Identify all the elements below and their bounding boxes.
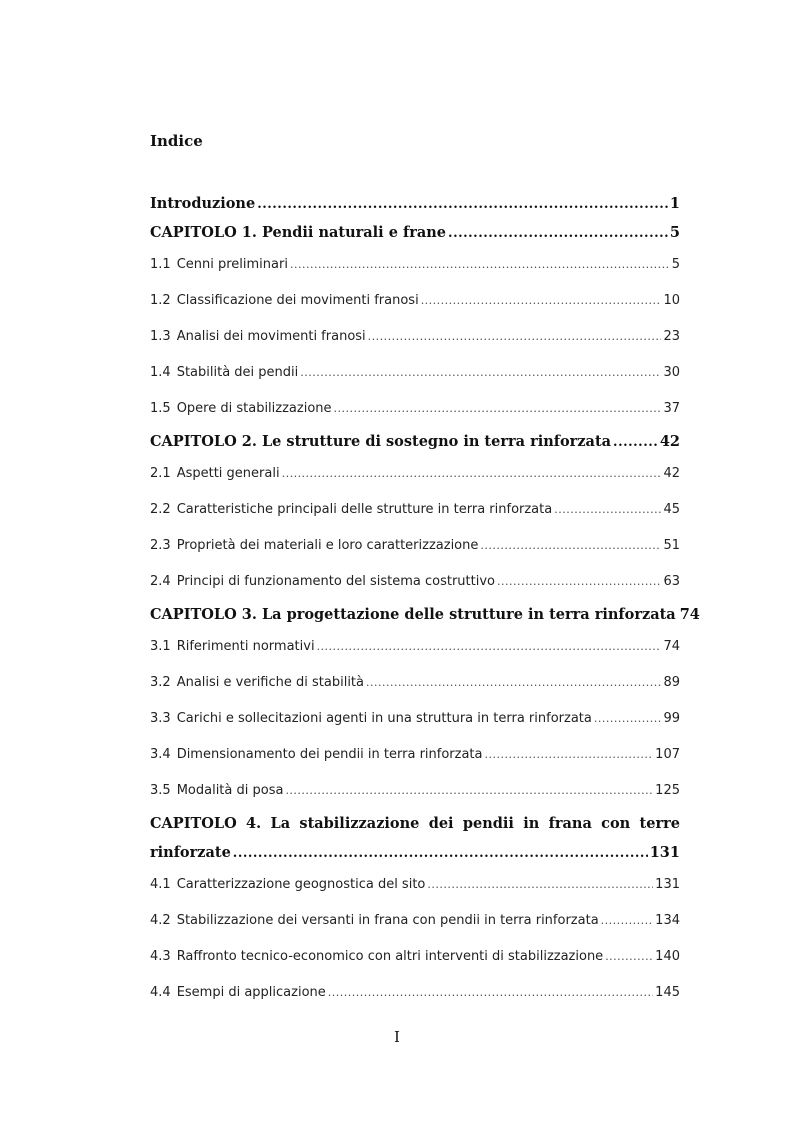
entry-label: Dimensionamento dei pendii in terra rinforzata — [176, 747, 483, 762]
leader-dots — [427, 867, 653, 903]
leader-dots — [334, 391, 662, 427]
section-number: 1.5 — [150, 401, 171, 416]
toc-entry-chapter[interactable] — [150, 600, 700, 629]
section-number: 4.2 — [150, 913, 171, 928]
toc-entry-section[interactable] — [150, 773, 680, 809]
page-number: 30 — [663, 365, 680, 380]
leader-dots — [290, 247, 670, 283]
entry-label: Principi di funzionamento del sistema costruttivo — [176, 574, 495, 589]
page-number: 23 — [663, 329, 680, 344]
chapter-4-word: La — [270, 815, 291, 832]
page-number: 89 — [663, 675, 680, 690]
leader-dots — [554, 492, 661, 528]
chapter-4-word: dei — [428, 815, 454, 832]
toc-entry-section[interactable] — [150, 629, 680, 665]
section-number: 1.4 — [150, 365, 171, 380]
chapter-4-word: CAPITOLO — [150, 815, 237, 832]
section-number: 4.3 — [150, 949, 171, 964]
leader-dots — [480, 528, 661, 564]
toc-entry-section[interactable] — [150, 391, 680, 427]
chapter-4-word: stabilizzazione — [299, 815, 420, 832]
section-number: 2.2 — [150, 502, 171, 517]
entry-label: Caratterizzazione geognostica del sito — [176, 877, 426, 892]
section-number: 3.3 — [150, 711, 171, 726]
chapter-4-label-cont: rinforzate — [150, 844, 231, 861]
entry-label: Raffronto tecnico-economico con altri interventi di stabilizzazione — [176, 949, 604, 964]
chapter-4-word: 4. — [246, 815, 262, 832]
leader-dots — [282, 456, 662, 492]
entry-label: Analisi e verifiche di stabilità — [176, 675, 364, 690]
page-number: 131 — [655, 877, 680, 892]
chapter-4-title-line2 — [150, 838, 680, 867]
page-number: 42 — [659, 433, 680, 450]
page-number: 10 — [663, 293, 680, 308]
leader-dots — [368, 319, 662, 355]
toc-entry-section[interactable] — [150, 456, 680, 492]
page-number: 131 — [649, 844, 680, 861]
section-number: 2.3 — [150, 538, 171, 553]
entry-label: CAPITOLO 3. La progettazione delle strutture in terra rinforzata — [150, 606, 676, 623]
section-number: 1.3 — [150, 329, 171, 344]
section-number: 1.2 — [150, 293, 171, 308]
leader-dots — [366, 665, 661, 701]
chapter-4-word: in — [523, 815, 540, 832]
page-number: 63 — [663, 574, 680, 589]
chapter-4-word: con — [601, 815, 631, 832]
entry-label: Aspetti generali — [176, 466, 280, 481]
leader-dots — [601, 903, 654, 939]
leader-dots — [257, 190, 668, 219]
page-number: 145 — [655, 985, 680, 1000]
toc-entry-section[interactable] — [150, 903, 680, 939]
table-of-contents — [150, 189, 700, 1011]
chapter-4-word: pendii — [462, 815, 514, 832]
entry-label: Caratteristiche principali delle strutture in terra rinforzata — [176, 502, 553, 517]
leader-dots — [285, 773, 653, 809]
toc-entry-section[interactable] — [150, 737, 680, 773]
toc-entry-section[interactable] — [150, 939, 680, 975]
page-number: 45 — [663, 502, 680, 517]
page-number: 74 — [679, 606, 700, 623]
toc-entry-section[interactable] — [150, 701, 680, 737]
toc-entry-section[interactable] — [150, 247, 680, 283]
entry-label: Classificazione dei movimenti franosi — [176, 293, 419, 308]
toc-entry-section[interactable] — [150, 283, 680, 319]
page-number: 107 — [655, 747, 680, 762]
page-number: 99 — [663, 711, 680, 726]
toc-entry-section[interactable] — [150, 492, 680, 528]
leader-dots — [613, 428, 658, 457]
toc-entry-chapter[interactable] — [150, 218, 680, 247]
toc-main-list — [150, 189, 700, 809]
leader-dots — [328, 975, 653, 1011]
page-number: 134 — [655, 913, 680, 928]
page-number: 1 — [669, 195, 680, 212]
entry-label: Stabilità dei pendii — [176, 365, 299, 380]
entry-label: Opere di stabilizzazione — [176, 401, 332, 416]
section-number: 1.1 — [150, 257, 171, 272]
page-title: Indice — [150, 132, 203, 150]
leader-dots — [300, 355, 661, 391]
toc-entry-chapter-4[interactable] — [150, 809, 680, 867]
toc-entry-section[interactable] — [150, 319, 680, 355]
entry-label: Carichi e sollecitazioni agenti in una struttura in terra rinforzata — [176, 711, 592, 726]
page-number: 5 — [671, 257, 680, 272]
section-number: 4.4 — [150, 985, 171, 1000]
section-number: 4.1 — [150, 877, 171, 892]
toc-chapter-4-sections — [150, 867, 680, 1011]
entry-label: Analisi dei movimenti franosi — [176, 329, 366, 344]
chapter-4-word: terre — [639, 815, 680, 832]
entry-label: Cenni preliminari — [176, 257, 288, 272]
page-number: 5 — [669, 224, 680, 241]
chapter-4-title-line — [150, 809, 680, 838]
leader-dots — [605, 939, 653, 975]
toc-entry-section[interactable] — [150, 564, 680, 600]
toc-entry-section[interactable] — [150, 665, 680, 701]
toc-entry-section[interactable] — [150, 975, 680, 1011]
section-number: 3.2 — [150, 675, 171, 690]
section-number: 3.1 — [150, 639, 171, 654]
leader-dots — [421, 283, 662, 319]
leader-dots — [448, 219, 668, 248]
leader-dots — [497, 564, 661, 600]
page-footer-number: I — [394, 1028, 400, 1046]
section-number: 3.5 — [150, 783, 171, 798]
toc-entry-section[interactable] — [150, 528, 680, 564]
page-number: 74 — [663, 639, 680, 654]
leader-dots — [594, 701, 662, 737]
entry-label: Stabilizzazione dei versanti in frana con pendii in terra rinforzata — [176, 913, 599, 928]
page-number: 125 — [655, 783, 680, 798]
toc-entry-section[interactable] — [150, 867, 680, 903]
chapter-4-word: frana — [548, 815, 592, 832]
leader-dots — [485, 737, 654, 773]
entry-label: Esempi di applicazione — [176, 985, 326, 1000]
entry-label: Modalità di posa — [176, 783, 284, 798]
page-number: 140 — [655, 949, 680, 964]
toc-entry-chapter[interactable] — [150, 189, 680, 218]
entry-label: CAPITOLO 1. Pendii naturali e frane — [150, 224, 447, 241]
entry-label: Proprietà dei materiali e loro caratterizzazione — [176, 538, 479, 553]
toc-entry-section[interactable] — [150, 355, 680, 391]
page-number: 51 — [663, 538, 680, 553]
section-number: 2.1 — [150, 466, 171, 481]
entry-label: Introduzione — [150, 195, 256, 212]
leader-dots — [317, 629, 662, 665]
page-number: 42 — [663, 466, 680, 481]
section-number: 3.4 — [150, 747, 171, 762]
section-number: 2.4 — [150, 574, 171, 589]
toc-entry-chapter[interactable] — [150, 427, 680, 456]
leader-dots — [233, 839, 648, 868]
page-number: 37 — [663, 401, 680, 416]
entry-label: CAPITOLO 2. Le strutture di sostegno in terra rinforzata — [150, 433, 612, 450]
entry-label: Riferimenti normativi — [176, 639, 315, 654]
